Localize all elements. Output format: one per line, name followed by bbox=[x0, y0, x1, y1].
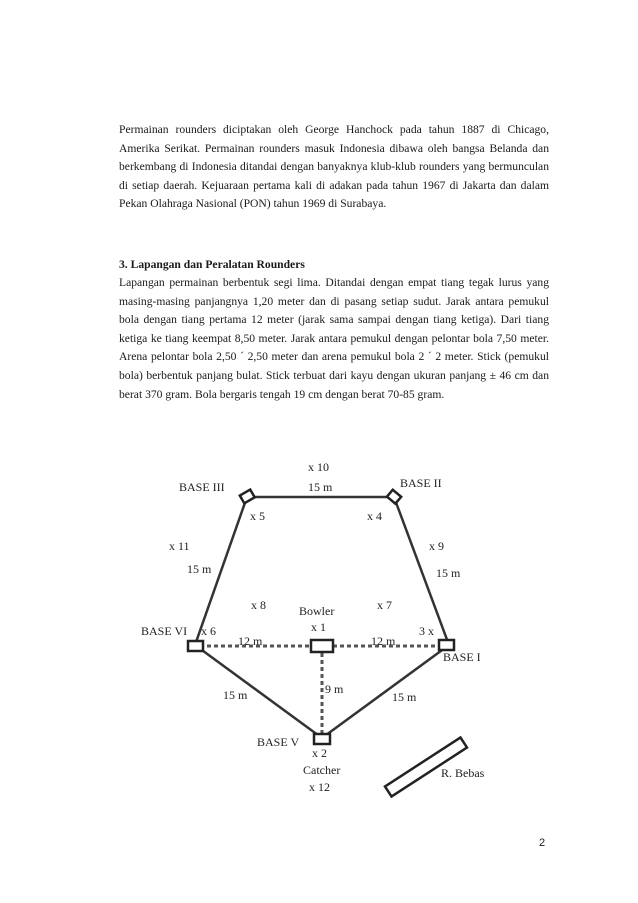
base2-label: BASE II bbox=[400, 476, 442, 490]
distance-label-lower-right: 15 m bbox=[392, 690, 417, 704]
catcher-label: Catcher bbox=[303, 763, 341, 777]
player-label-x3: 3 x bbox=[419, 624, 434, 638]
base5-marker bbox=[314, 734, 330, 744]
base1-marker bbox=[439, 640, 454, 650]
rounders-field-diagram bbox=[119, 455, 519, 820]
free-zone-label: R. Bebas bbox=[441, 766, 485, 780]
player-label-x2: x 2 bbox=[312, 746, 327, 760]
player-label-x4: x 4 bbox=[367, 509, 382, 523]
base6-label: BASE VI bbox=[141, 624, 188, 638]
player-label-x7: x 7 bbox=[377, 598, 392, 612]
player-label-x8: x 8 bbox=[251, 598, 266, 612]
base3-label: BASE III bbox=[179, 480, 225, 494]
base1-label: BASE I bbox=[443, 650, 481, 664]
section-heading: 3. Lapangan dan Peralatan Rounders bbox=[119, 258, 305, 271]
base6-marker bbox=[188, 641, 203, 651]
player-label-x10: x 10 bbox=[308, 460, 329, 474]
player-label-x1: x 1 bbox=[311, 620, 326, 634]
distance-label-center-down: 9 m bbox=[325, 682, 344, 696]
page-number: 2 bbox=[539, 837, 546, 849]
distance-label-center-right: 12 m bbox=[371, 634, 396, 648]
player-label-x12: x 12 bbox=[309, 780, 330, 794]
base5-label: BASE V bbox=[257, 735, 300, 749]
bowler-marker bbox=[311, 640, 333, 652]
distance-label-center-left: 12 m bbox=[238, 634, 263, 648]
distance-label-top: 15 m bbox=[308, 480, 333, 494]
base2-marker bbox=[387, 490, 401, 504]
distance-label-left: 15 m bbox=[187, 562, 212, 576]
distance-label-lower-left: 15 m bbox=[223, 688, 248, 702]
player-label-x9: x 9 bbox=[429, 539, 444, 553]
player-label-x11: x 11 bbox=[169, 539, 190, 553]
field-description-paragraph: Lapangan permainan berbentuk segi lima. Ditandai dengan empat tiang tegak lurus yang masing-masing panjangnya 1,20 meter dan di pasang setiap sudut. Jarak antara pemukul bola dengan tiang pertama 12 meter (jarak sama sampai dengan tiang ketiga). Dari tiang ketiga ke tiang keempat 8,50 meter. Jarak antara pemukul dengan pelontar bola 7,50 meter. Arena pelontar bola 2,50 ´ 2,50 meter dan arena pemukul bola 2 ´ 2 meter. Stick (pemukul bola) berbentuk panjang bulat. Stick terbuat dari kayu dengan ukuran panjang ± 46 cm dan berat 370 gram. Bola bergaris tengah 19 cm dengan berat 70-85 gram. bbox=[119, 276, 549, 401]
player-label-x5: x 5 bbox=[250, 509, 265, 523]
distance-label-right: 15 m bbox=[436, 566, 461, 580]
base3-marker bbox=[240, 490, 255, 504]
player-label-x6: x 6 bbox=[201, 624, 216, 638]
intro-paragraph: Permainan rounders diciptakan oleh George Hanchock pada tahun 1887 di Chicago, Amerika Serikat. Permainan rounders masuk Indonesia dibawa oleh bangsa Belanda dan berkembang di Indonesia ditandai dengan banyaknya klub-klub rounders yang bermunculan di setiap daerah. Kejuaraan pertama kali di adakan pada tahun 1967 di Jakarta dan dalam Pekan Olahraga Nasional (PON) tahun 1969 di Surabaya. bbox=[119, 123, 549, 211]
boundary-line-lower-left bbox=[195, 645, 322, 738]
bowler-label: Bowler bbox=[299, 604, 335, 618]
